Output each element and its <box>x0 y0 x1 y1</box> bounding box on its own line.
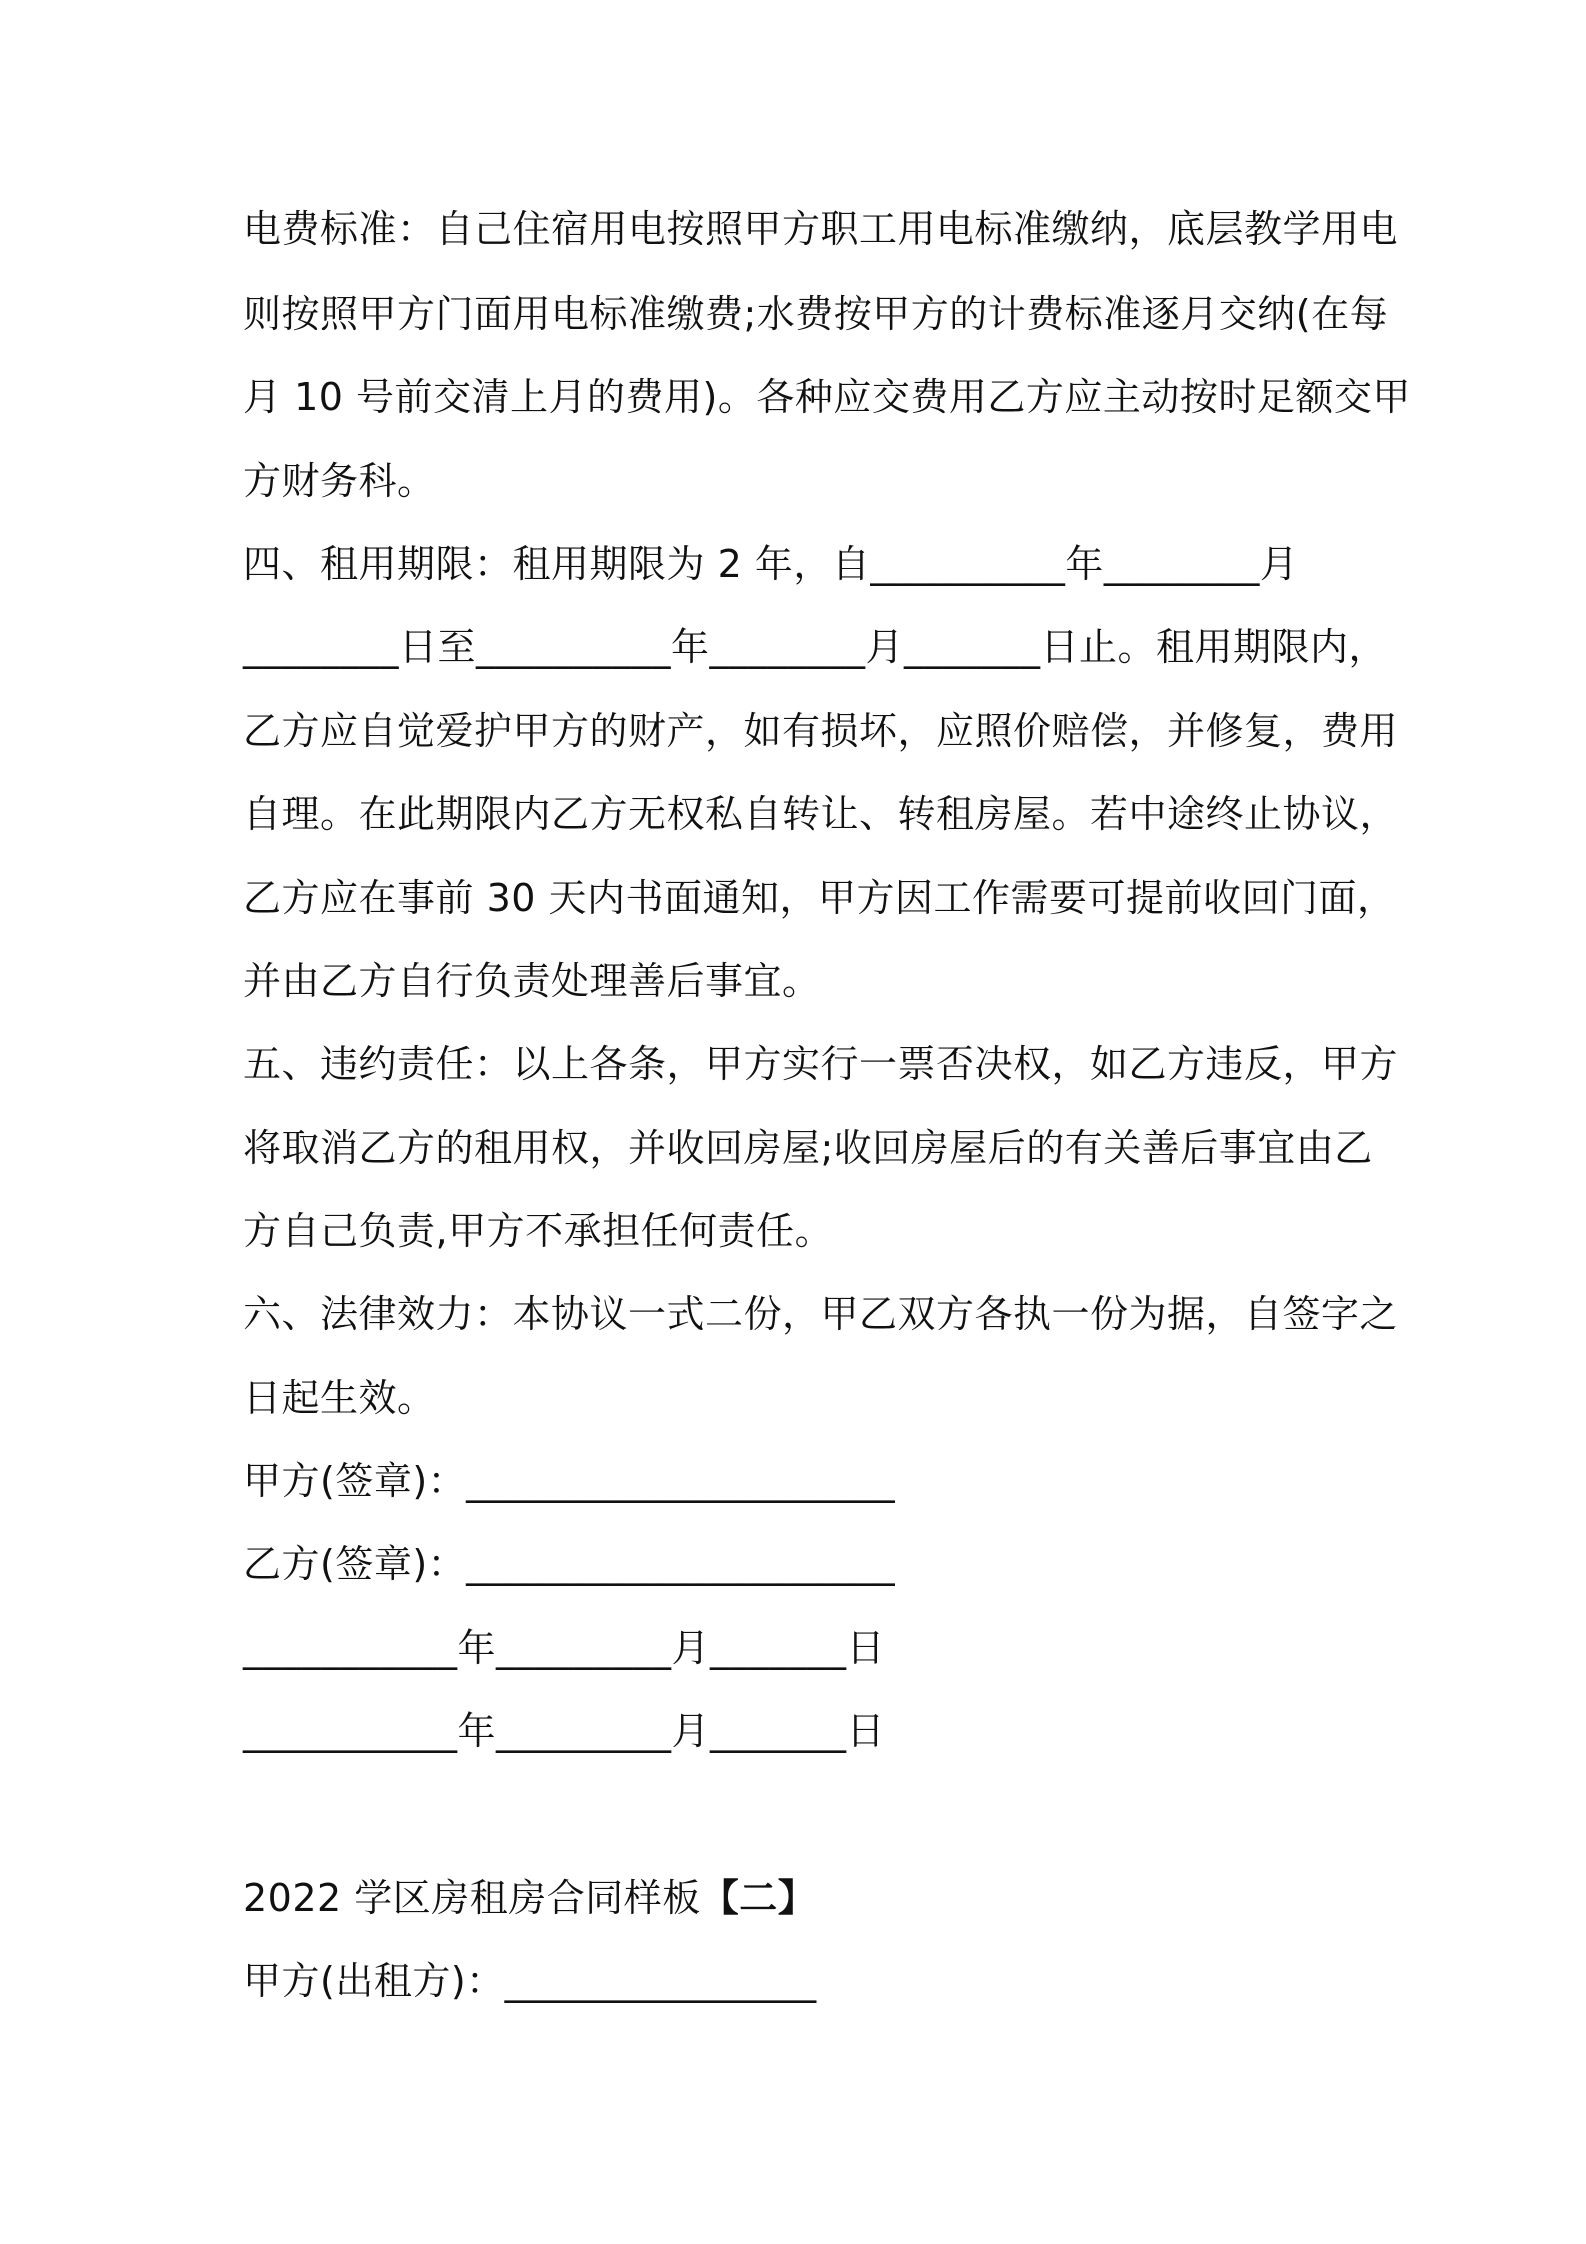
contract-heading <box>243 1873 816 1923</box>
text-line: 方自己负责,甲方不承担任何责任。 <box>243 1209 834 1253</box>
text-line: 自理。在此期限内乙方无权私自转让、转租房屋。若中途终止协议， <box>243 792 1399 836</box>
text-line: 将取消乙方的租用权，并收回房屋;收回房屋后的有关善后事宜由乙 <box>243 1126 1373 1170</box>
text-line: 月 10 号前交清上月的费用)。各种应交费用乙方应主动按时足额交甲 <box>243 375 1411 419</box>
lessor-line: 甲方(出租方)：________________ <box>243 1959 817 2003</box>
date-line: ___________年_________月_______日 <box>243 1626 886 1670</box>
text-line: 乙方应在事前 30 天内书面通知，甲方因工作需要可提前收回门面， <box>243 876 1396 920</box>
text-line: 乙方应自觉爱护甲方的财产，如有损坏，应照价赔偿，并修复，费用 <box>243 709 1399 753</box>
party-b-signature-line: 乙方(签章)：______________________ <box>243 1542 896 1586</box>
date-line: ___________年_________月_______日 <box>243 1709 886 1753</box>
section-four-title-line: 四、租用期限：租用期限为 2 年，自__________年________月 <box>243 542 1299 586</box>
text-line: 日起生效。 <box>243 1376 436 1420</box>
contract-heading-title: 2022 学区房租房合同样板 <box>243 1876 701 1920</box>
party-a-signature-line: 甲方(签章)：______________________ <box>243 1459 896 1503</box>
text-line: 则按照甲方门面用电标准缴费;水费按甲方的计费标准逐月交纳(在每 <box>243 292 1389 336</box>
text-line: ________日至__________年________月_______日止。租用期限内， <box>243 625 1388 669</box>
text-line: 并由乙方自行负责处理善后事宜。 <box>243 959 821 1003</box>
section-five-title-line: 五、违约责任：以上各条，甲方实行一票否决权，如乙方违反，甲方 <box>243 1042 1399 1086</box>
text-line: 电费标准：自己住宿用电按照甲方职工用电标准缴纳，底层教学用电 <box>243 207 1399 251</box>
text-line: 方财务科。 <box>243 459 436 503</box>
contract-heading-number: 【二】 <box>700 1876 817 1920</box>
section-six-title-line: 六、法律效力：本协议一式二份，甲乙双方各执一份为据，自签字之 <box>243 1292 1399 1336</box>
